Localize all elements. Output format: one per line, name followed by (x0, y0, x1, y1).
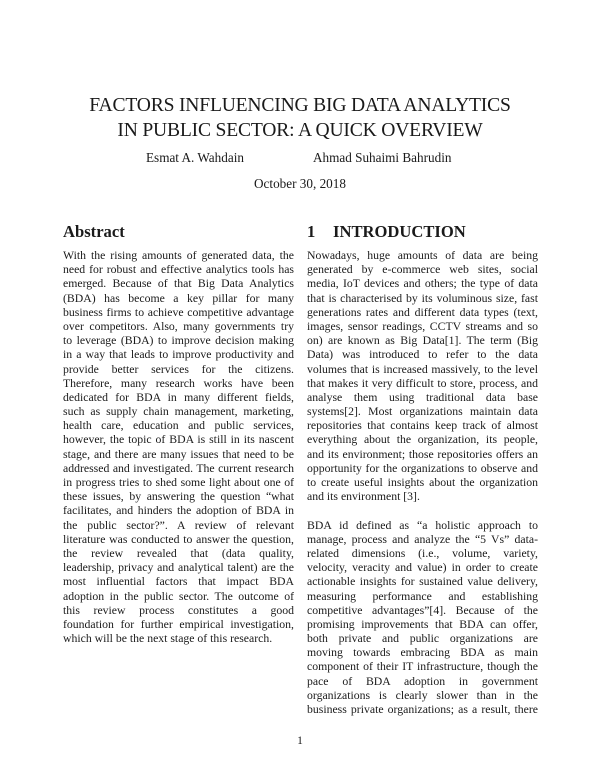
abstract-heading: Abstract (63, 222, 125, 241)
author-2: Ahmad Suhaimi Bahrudin (313, 150, 452, 165)
section-number: 1 (307, 222, 316, 241)
text-line: literature was conducted to answer the question, (63, 532, 294, 546)
text-line: health care, education and public services, (63, 419, 294, 433)
text-line: Nowadays, huge amounts of data are being (307, 249, 538, 262)
text-line: moving towards embracing BDA as main (307, 646, 538, 660)
text-line: both private and public organizations are (307, 632, 538, 646)
text-line: and its environment; those repositories offers an (307, 447, 538, 461)
text-line: the review revealed that (data quality, (63, 546, 294, 560)
text-line: everything about the organization, its people, (307, 433, 538, 447)
text-line: emerged. Because of that Big Data Analytics (63, 277, 294, 291)
text-line: related dimensions (i.e., volume, variety, (307, 546, 538, 560)
section-title: INTRODUCTION (333, 222, 466, 241)
text-line: generations rates and different data types (text, (307, 305, 538, 319)
text-line: in progress tries to shed some light about one of (63, 476, 294, 489)
text-line: BDA id defined as “a holistic approach to (307, 518, 538, 532)
text-line: organizations is clearly slower than in the (307, 688, 538, 702)
text-line: measuring performance and establishing (307, 589, 538, 603)
text-line: business private organizations; as a result, there (307, 703, 538, 716)
text-line: these issues, by answering the question “what (63, 490, 294, 504)
text-line: Data) was introduced to refer to the data (307, 348, 538, 362)
intro-paragraph-1 (307, 249, 538, 504)
text-line: actionable insights for sustained value delivery, (307, 575, 538, 589)
text-line: foundation for further empirical investigation, (63, 617, 294, 631)
title-line-2: IN PUBLIC SECTOR: A QUICK OVERVIEW (117, 120, 483, 141)
paper-date: October 30, 2018 (254, 176, 346, 191)
text-line: to leverage (BDA) to improve decision making (63, 334, 294, 348)
text-line: which will be the next stage of this research. (63, 632, 273, 646)
text-line: systems[2]. Most organizations maintain data (307, 405, 538, 419)
text-line: manage, process and analyze the “5 Vs” data- (307, 532, 538, 546)
text-line: With the rising amounts of generated data, the (63, 249, 294, 262)
text-line: most influential factors that impact BDA (63, 575, 294, 589)
text-line: that is characterised by its voluminous size, fast (307, 291, 538, 305)
author-1: Esmat A. Wahdain (146, 150, 244, 165)
text-line: and its environment [3]. (307, 490, 420, 504)
text-line: media, IoT devices and others; the type of data (307, 277, 538, 291)
text-line: component of their IT infrastructure, though the (307, 660, 538, 674)
text-line: on) are known as Big Data[1]. The term (Big (307, 334, 538, 348)
text-line: provide better services for the citizens. (63, 362, 294, 376)
text-line: such as supply chain management, marketing, (63, 405, 294, 419)
text-line: over competitors. Also, many governments try (63, 319, 294, 333)
text-line: dedicated for BDA in many different fields, (63, 390, 294, 404)
introduction-heading (307, 222, 466, 242)
text-line: promising improvements that BDA can offer, (307, 617, 538, 631)
text-line: volumes that is increased massively, to the level (307, 362, 538, 376)
text-line: leadership, privacy and analytical talent) are the (63, 561, 294, 575)
text-line: the public sector?”. A review of relevant (63, 518, 294, 532)
text-line: to create useful insights about the organization (307, 476, 538, 489)
text-line: however, the topic of BDA is still in its nascent (63, 433, 294, 447)
intro-paragraph-2 (307, 519, 538, 718)
text-line: that makes it very difficult to store, process, and (307, 376, 538, 390)
text-line: generated by e-commerce web sites, social (307, 263, 538, 277)
text-line: need for robust and effective analytics tools has (63, 263, 294, 277)
text-line: stage, and there are many issues that need to be (63, 447, 294, 461)
text-line: this review process constitutes a good (63, 603, 294, 617)
abstract-text (63, 249, 294, 646)
text-line: analyse them using traditional data base (307, 390, 538, 404)
text-line: addressed and investigated. The current research (63, 461, 294, 475)
paper-title (0, 93, 600, 143)
text-line: images, sensor readings, CCTV streams and so (307, 319, 538, 333)
introduction-text (307, 249, 538, 717)
title-line-1: FACTORS INFLUENCING BIG DATA ANALYTICS (89, 95, 511, 116)
text-line: business firms to achieve competitive advantage (63, 305, 294, 319)
text-line: in a way that leads to improve productivity and (63, 348, 294, 362)
text-line: competitive advantages”[4]. Because of the (307, 603, 538, 617)
text-line: adoption in the public sector. The outcome of (63, 589, 294, 603)
text-line: pace of BDA adoption in government (307, 674, 538, 688)
text-line: facilitates, and hinders the adoption of BDA in (63, 504, 294, 518)
page-number: 1 (297, 735, 303, 747)
text-line: repositories that contains keep track of almost (307, 419, 538, 433)
text-line: Therefore, many research works have been (63, 376, 294, 390)
text-line: velocity, veracity and value) in order to create (307, 561, 538, 575)
text-line: opportunity for the organizations to observe and (307, 461, 538, 475)
text-line: (BDA) has become a key pillar for many (63, 291, 294, 305)
